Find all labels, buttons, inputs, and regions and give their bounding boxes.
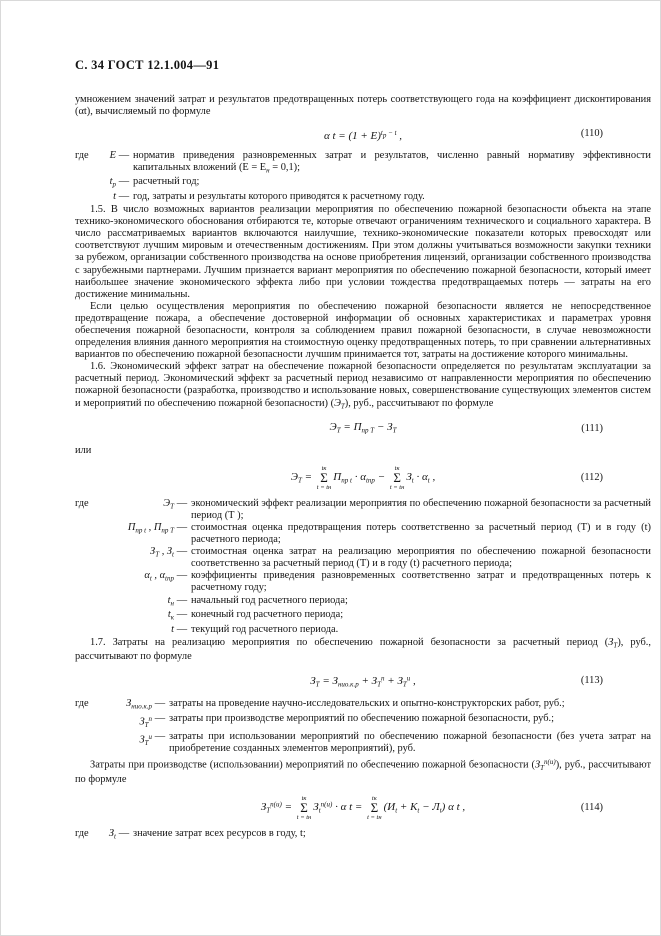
term-t: t bbox=[171, 623, 174, 635]
dash: — bbox=[154, 713, 166, 725]
definition-row bbox=[75, 570, 651, 594]
sum-operator: tк Σ t = tн bbox=[316, 464, 332, 491]
definition-text: норматив приведения разновременных затрат и результатов, численно равный нормативу эффективности капитальных вложений $(Е = Е_н = 0,1)$; bbox=[133, 149, 651, 175]
formula-112-expression: $Э_Т$ = tк Σ t = tн $П_{пр t} \cdot \alpha_{tпр}$ − tк Σ t = tн $З_t \cdot \alpha_t$ , bbox=[290, 464, 436, 491]
term-t-n: $t_н$ bbox=[167, 594, 174, 607]
term-P-pr: $П_{пр t}$ , $П_{пр Т}$ bbox=[127, 521, 174, 535]
definition-text: затраты при использовании мероприятий по обеспечению пожарной безопасности (без учета затрат на приобретение созданных элементов мероприятий), руб. bbox=[169, 731, 651, 755]
gde-label: где bbox=[75, 149, 89, 161]
paragraph-esli: Если целью осуществления мероприятия по обеспечению пожарной безопасности является не непосредственное предотвращение пожара, а обеспечение достоверной информации об основных характеристиках и параметрах уровня обеспечения пожарной безопасности, контроля за соблюдением правил пожарной безопасности, в случае невозможности определения влияния данного мероприятия на стоимостную оценку предотвращенных потерь, то при сравнении альтернативных вариантов по обеспечению пожарной безопасности лучшим принимается тот, затраты на достижение которого минимальны. bbox=[75, 300, 651, 361]
dash: — bbox=[176, 521, 188, 533]
page-header: С. 34 ГОСТ 12.1.004—91 bbox=[75, 58, 220, 72]
dash: — bbox=[176, 609, 188, 621]
dash: — bbox=[118, 827, 130, 839]
term-t-k: $t_к$ bbox=[167, 609, 174, 622]
paragraph-zatraty: Затраты при производстве (использовании) мероприятий по обеспечению пожарной безопасности $(З_Т^{п(и)})$, руб., рассчитывают по формуле bbox=[75, 758, 651, 786]
paragraph-1-5: 1.5. В число возможных вариантов реализации мероприятия по обеспечению пожарной безопасности объекта на этапе технико-экономического обоснования отбираются те, которые отвечают ограничениям технического и социального характера. В число рассматриваемых вариантов включаются наилучшие, технико-экономические показатели которых превосходят или соответствуют лучшим мировым и отечественным достижениям. При этом должны учитываться возможности закупки техники за рубежом, организации собственного производства на основе приобретения лицензий, организации собственного производства с зарубежными партнерами. Лучшим признается вариант мероприятия по обеспечению пожарной безопасности, который имеет наибольшее значение экономического эффекта либо при условии тождества предотвращаемых потерь — затраты на его достижение минимальны. bbox=[75, 204, 651, 300]
sum-operator: tк Σ t = tн bbox=[389, 464, 405, 491]
gde-label: где bbox=[75, 698, 89, 710]
definition-text: значение затрат всех ресурсов в году, t; bbox=[133, 827, 306, 839]
term-ZT-p: $З_Т^п$ bbox=[139, 715, 152, 730]
definition-row bbox=[75, 546, 651, 570]
dash: — bbox=[154, 698, 166, 710]
definition-text: коэффициенты приведения разновременных соответственно затрат и предотвращенных потерь к расчетному году; bbox=[191, 570, 651, 594]
definition-row bbox=[75, 498, 651, 522]
definition-row bbox=[75, 731, 651, 755]
term-t: t bbox=[113, 190, 116, 202]
definition-row bbox=[75, 176, 651, 191]
formula-110-expression: α $t = (1 + Е)^{tр - t}$ , bbox=[323, 129, 403, 142]
definition-text: стоимостная оценка предотвращения потерь соответственно за расчетный период (Т) и в году (t) расчетного периода; bbox=[191, 521, 651, 546]
paragraph-intro: умножением значений затрат и результатов предотвращенных потерь соответствующего года на коэффициент дисконтирования (αt), вычисляемый по формуле bbox=[75, 94, 651, 118]
gde-label: где bbox=[75, 827, 89, 839]
formula-111 bbox=[75, 420, 651, 438]
term-Z-t: $З_t$ bbox=[108, 827, 116, 841]
definition-row bbox=[75, 609, 651, 624]
term-alpha: $\alpha_t$ , $\alpha_{tпр}$ bbox=[144, 570, 174, 583]
formula-113-number: (113) bbox=[580, 675, 603, 687]
definition-row bbox=[75, 522, 651, 546]
definition-list-1 bbox=[75, 150, 651, 203]
sum-operator: tк Σ t = tн bbox=[296, 794, 312, 821]
dash: — bbox=[118, 176, 130, 188]
formula-112 bbox=[75, 465, 651, 491]
definition-text: конечный год расчетного периода; bbox=[191, 609, 344, 621]
dash: — bbox=[154, 731, 166, 743]
paragraph-1-6: 1.6. Экономический эффект затрат на обеспечение пожарной безопасности определяется по результатам эксплуатации за расчетный период. Экономический эффект за расчетный период независимо от направленности мероприятия по обеспечению пожарной безопасности (разработка, производство и использование новых, совершенствование существующих элементов систем и мероприятий по обеспечению пожарной безопасности) $(Э_Т)$, руб., рассчитывают по формуле bbox=[75, 361, 651, 411]
term-ZT-Zt: $З_Т$ , $З_t$ bbox=[150, 546, 174, 559]
definition-text: начальный год расчетного периода; bbox=[191, 594, 348, 606]
formula-114-expression: $З_Т^{п(и)}$ = tк Σ t = tн $З_t^{п(и)} \cdot \alpha$ t = tк Σ t = tн $(И_t + К_t - Л_t)$ α t , bbox=[260, 794, 466, 821]
dash: — bbox=[118, 190, 130, 202]
definition-row bbox=[75, 828, 651, 843]
gde-label: где bbox=[75, 497, 89, 509]
definition-list-2 bbox=[75, 498, 651, 636]
formula-110-number: (110) bbox=[580, 128, 603, 140]
definition-text: расчетный год; bbox=[133, 176, 200, 188]
formula-114 bbox=[75, 795, 651, 821]
definition-text: затраты на проведение научно-исследовательских и опытно-конструкторских работ, руб.; bbox=[169, 698, 565, 710]
term-E: Е bbox=[109, 149, 116, 161]
sum-operator: tк Σ t = tн bbox=[367, 794, 382, 821]
formula-113 bbox=[75, 671, 651, 691]
formula-111-number: (111) bbox=[581, 422, 603, 434]
term-ZT-i: $З_Т^и$ bbox=[139, 733, 152, 748]
dash: — bbox=[176, 594, 188, 606]
or-label: или bbox=[75, 444, 92, 456]
definition-text: затраты при производстве мероприятий по обеспечению пожарной безопасности, руб.; bbox=[169, 713, 554, 725]
definition-text: экономический эффект реализации мероприятия по обеспечению пожарной безопасности за расчетный период (Т ); bbox=[191, 497, 651, 521]
definition-text: текущий год расчетного периода. bbox=[191, 623, 339, 635]
formula-114-number: (114) bbox=[580, 801, 603, 813]
term-Z-niokr: $З_{нио.к.р}$ bbox=[126, 698, 152, 711]
definition-row bbox=[75, 624, 651, 636]
definition-text: стоимостная оценка затрат на реализацию мероприятия по обеспечению пожарной безопасности соответственно за расчетный период (Т) и в году (t) расчетного периода; bbox=[191, 546, 651, 570]
definition-list-4 bbox=[75, 828, 651, 843]
definition-row bbox=[75, 191, 651, 203]
term-t-r: $t_р$ bbox=[109, 176, 116, 189]
formula-112-number: (112) bbox=[580, 471, 603, 483]
dash: — bbox=[176, 546, 188, 558]
dash: — bbox=[176, 570, 188, 582]
definition-list-3 bbox=[75, 698, 651, 755]
definition-row bbox=[75, 713, 651, 731]
definition-row bbox=[75, 595, 651, 610]
dash: — bbox=[176, 497, 188, 509]
dash: — bbox=[118, 149, 130, 161]
term-ET: $Э_Т$ bbox=[163, 497, 174, 511]
formula-113-expression: $З_Т = З_{нио.к.р} + З_Т^п + З_Т^и$ , bbox=[310, 674, 416, 689]
dash: — bbox=[176, 623, 188, 635]
definition-text: год, затраты и результаты которого приводятся к расчетному году. bbox=[133, 190, 425, 202]
formula-110 bbox=[75, 126, 651, 143]
definition-row bbox=[75, 698, 651, 713]
formula-111-expression: $Э_Т = П_{пр Т} - З_Т$ bbox=[329, 421, 397, 435]
definition-row bbox=[75, 150, 651, 177]
page-content bbox=[1, 1, 660, 842]
paragraph-1-7: 1.7. Затраты на реализацию мероприятия по обеспечению пожарной безопасности за расчетный период $(З_Т)$, руб., рассчитывают по формуле bbox=[75, 636, 651, 663]
